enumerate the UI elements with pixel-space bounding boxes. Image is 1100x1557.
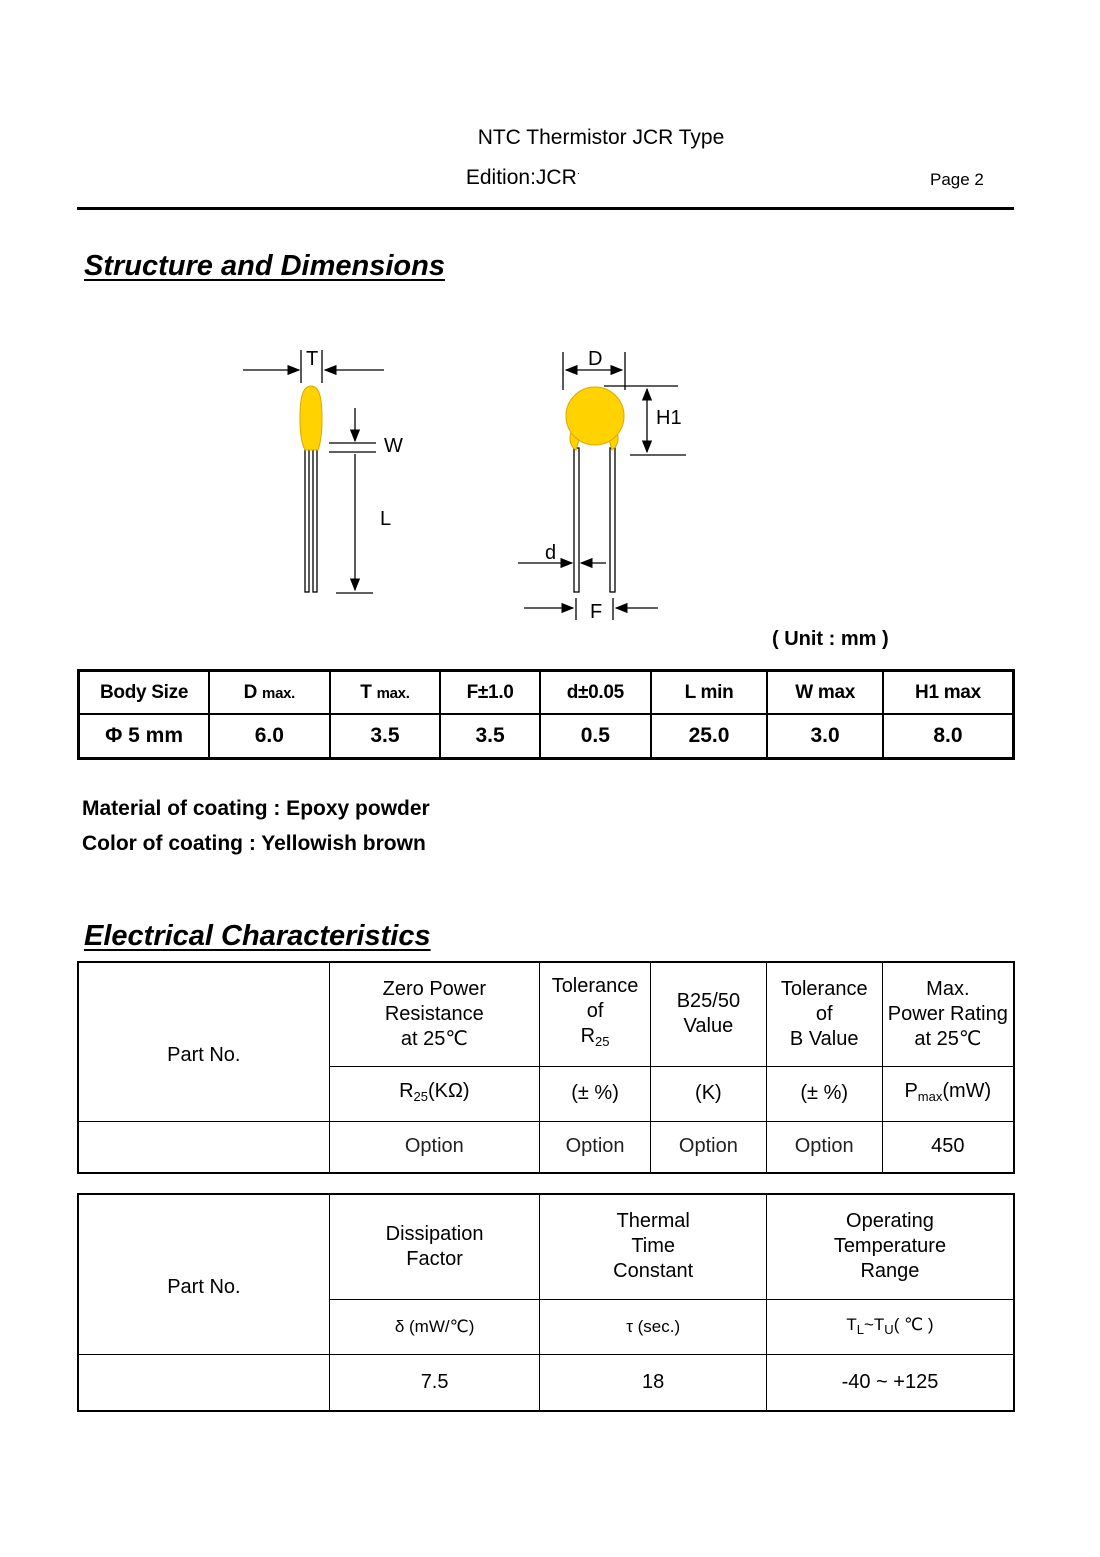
label-T: T — [306, 348, 319, 370]
unit-label: ( Unit : mm ) — [772, 628, 889, 650]
el1-unit-tol-b: (± %) — [766, 1066, 882, 1121]
el2-thermal-value: 18 — [540, 1354, 767, 1411]
el2-part-no-header: Part No. — [78, 1194, 329, 1354]
cell-lead-d: 0.5 — [540, 714, 651, 759]
el1-r25-value: Option — [329, 1121, 540, 1173]
front-view — [518, 348, 686, 623]
cell-h1-max: 8.0 — [883, 714, 1014, 759]
structure-section-title: Structure and Dimensions — [84, 250, 445, 282]
label-D: D — [588, 348, 603, 370]
cell-w-max: 3.0 — [767, 714, 883, 759]
el1-tol-b-value: Option — [766, 1121, 882, 1173]
header-w-max: W max — [767, 671, 883, 715]
side-lead-left — [305, 448, 309, 592]
electrical-table-2 — [77, 1193, 1015, 1412]
el1-header-row — [78, 962, 1014, 1066]
el2-unit-dissipation: δ (mW/℃) — [329, 1299, 540, 1354]
dimension-value-row — [79, 714, 1014, 759]
el1-max-power-header: Max. Power Rating at 25℃ — [882, 962, 1014, 1066]
header-rule — [77, 207, 1014, 210]
label-H1: H1 — [656, 407, 682, 429]
header-l-min: L min — [651, 671, 768, 715]
el1-b-value-header: B25/50 Value — [651, 962, 767, 1066]
el1-zero-power-header: Zero Power Resistance at 25℃ — [329, 962, 540, 1066]
side-body — [300, 386, 322, 450]
header-t-max: T max. — [330, 671, 441, 715]
front-body — [566, 387, 624, 445]
header-h1-max: H1 max — [883, 671, 1014, 715]
cell-body-size: Φ 5 mm — [79, 714, 210, 759]
dimension-diagram — [230, 340, 700, 630]
el2-part-no-value — [78, 1354, 329, 1411]
el1-unit-tol-r: (± %) — [540, 1066, 651, 1121]
el1-tol-r-header: Tolerance of $R_{25}$ — [540, 962, 651, 1066]
el2-operating-value: -40 ~ +125 — [766, 1354, 1014, 1411]
el2-dissipation-value: 7.5 — [329, 1354, 540, 1411]
dimension-header-row — [79, 671, 1014, 715]
el1-value-row — [78, 1121, 1014, 1173]
page-number: Page 2 — [930, 170, 984, 189]
label-W: W — [384, 435, 403, 457]
front-lead-left — [574, 448, 579, 592]
side-view — [243, 348, 403, 593]
edition-label: Edition:JCR· — [465, 166, 581, 189]
cell-l-min: 25.0 — [651, 714, 768, 759]
label-F: F — [590, 601, 603, 623]
electrical-section-title: Electrical Characteristics — [84, 920, 431, 952]
electrical-table-1 — [77, 961, 1015, 1174]
cell-f: 3.5 — [440, 714, 540, 759]
header-lead-d: d±0.05 — [540, 671, 651, 715]
el1-tol-r-value: Option — [540, 1121, 651, 1173]
el1-b-value: Option — [651, 1121, 767, 1173]
label-L: L — [380, 508, 392, 530]
cell-d-max: 6.0 — [209, 714, 330, 759]
el1-pmax-value: 450 — [882, 1121, 1014, 1173]
label-d: d — [545, 542, 557, 564]
dimension-table — [77, 669, 1015, 760]
header-body-size: Body Size — [79, 671, 210, 715]
el2-value-row — [78, 1354, 1014, 1411]
el2-operating-header: Operating Temperature Range — [766, 1194, 1014, 1299]
side-lead-right — [313, 448, 317, 592]
cell-t-max: 3.5 — [330, 714, 441, 759]
coating-material: Material of coating : Epoxy powder — [82, 797, 430, 820]
front-lead-right — [610, 448, 615, 592]
el2-thermal-header: Thermal Time Constant — [540, 1194, 767, 1299]
el2-unit-operating: $T_L\sim T_U$( ℃ ) — [766, 1299, 1014, 1354]
document-title: NTC Thermistor JCR Type — [477, 126, 725, 149]
el1-tol-b-header: Tolerance of B Value — [766, 962, 882, 1066]
el1-unit-pmax: $P_{max}(mW)$ — [882, 1066, 1014, 1121]
el2-header-row — [78, 1194, 1014, 1299]
coating-color: Color of coating : Yellowish brown — [82, 832, 426, 855]
header-d-max: D max. — [209, 671, 330, 715]
header-f: F±1.0 — [440, 671, 540, 715]
el1-part-no-value — [78, 1121, 329, 1173]
el1-unit-r25: $R_{25}(K\Omega)$ — [329, 1066, 540, 1121]
el2-dissipation-header: Dissipation Factor — [329, 1194, 540, 1299]
el1-unit-b: (K) — [651, 1066, 767, 1121]
el2-unit-thermal: τ (sec.) — [540, 1299, 767, 1354]
el1-part-no-header: Part No. — [78, 962, 329, 1121]
